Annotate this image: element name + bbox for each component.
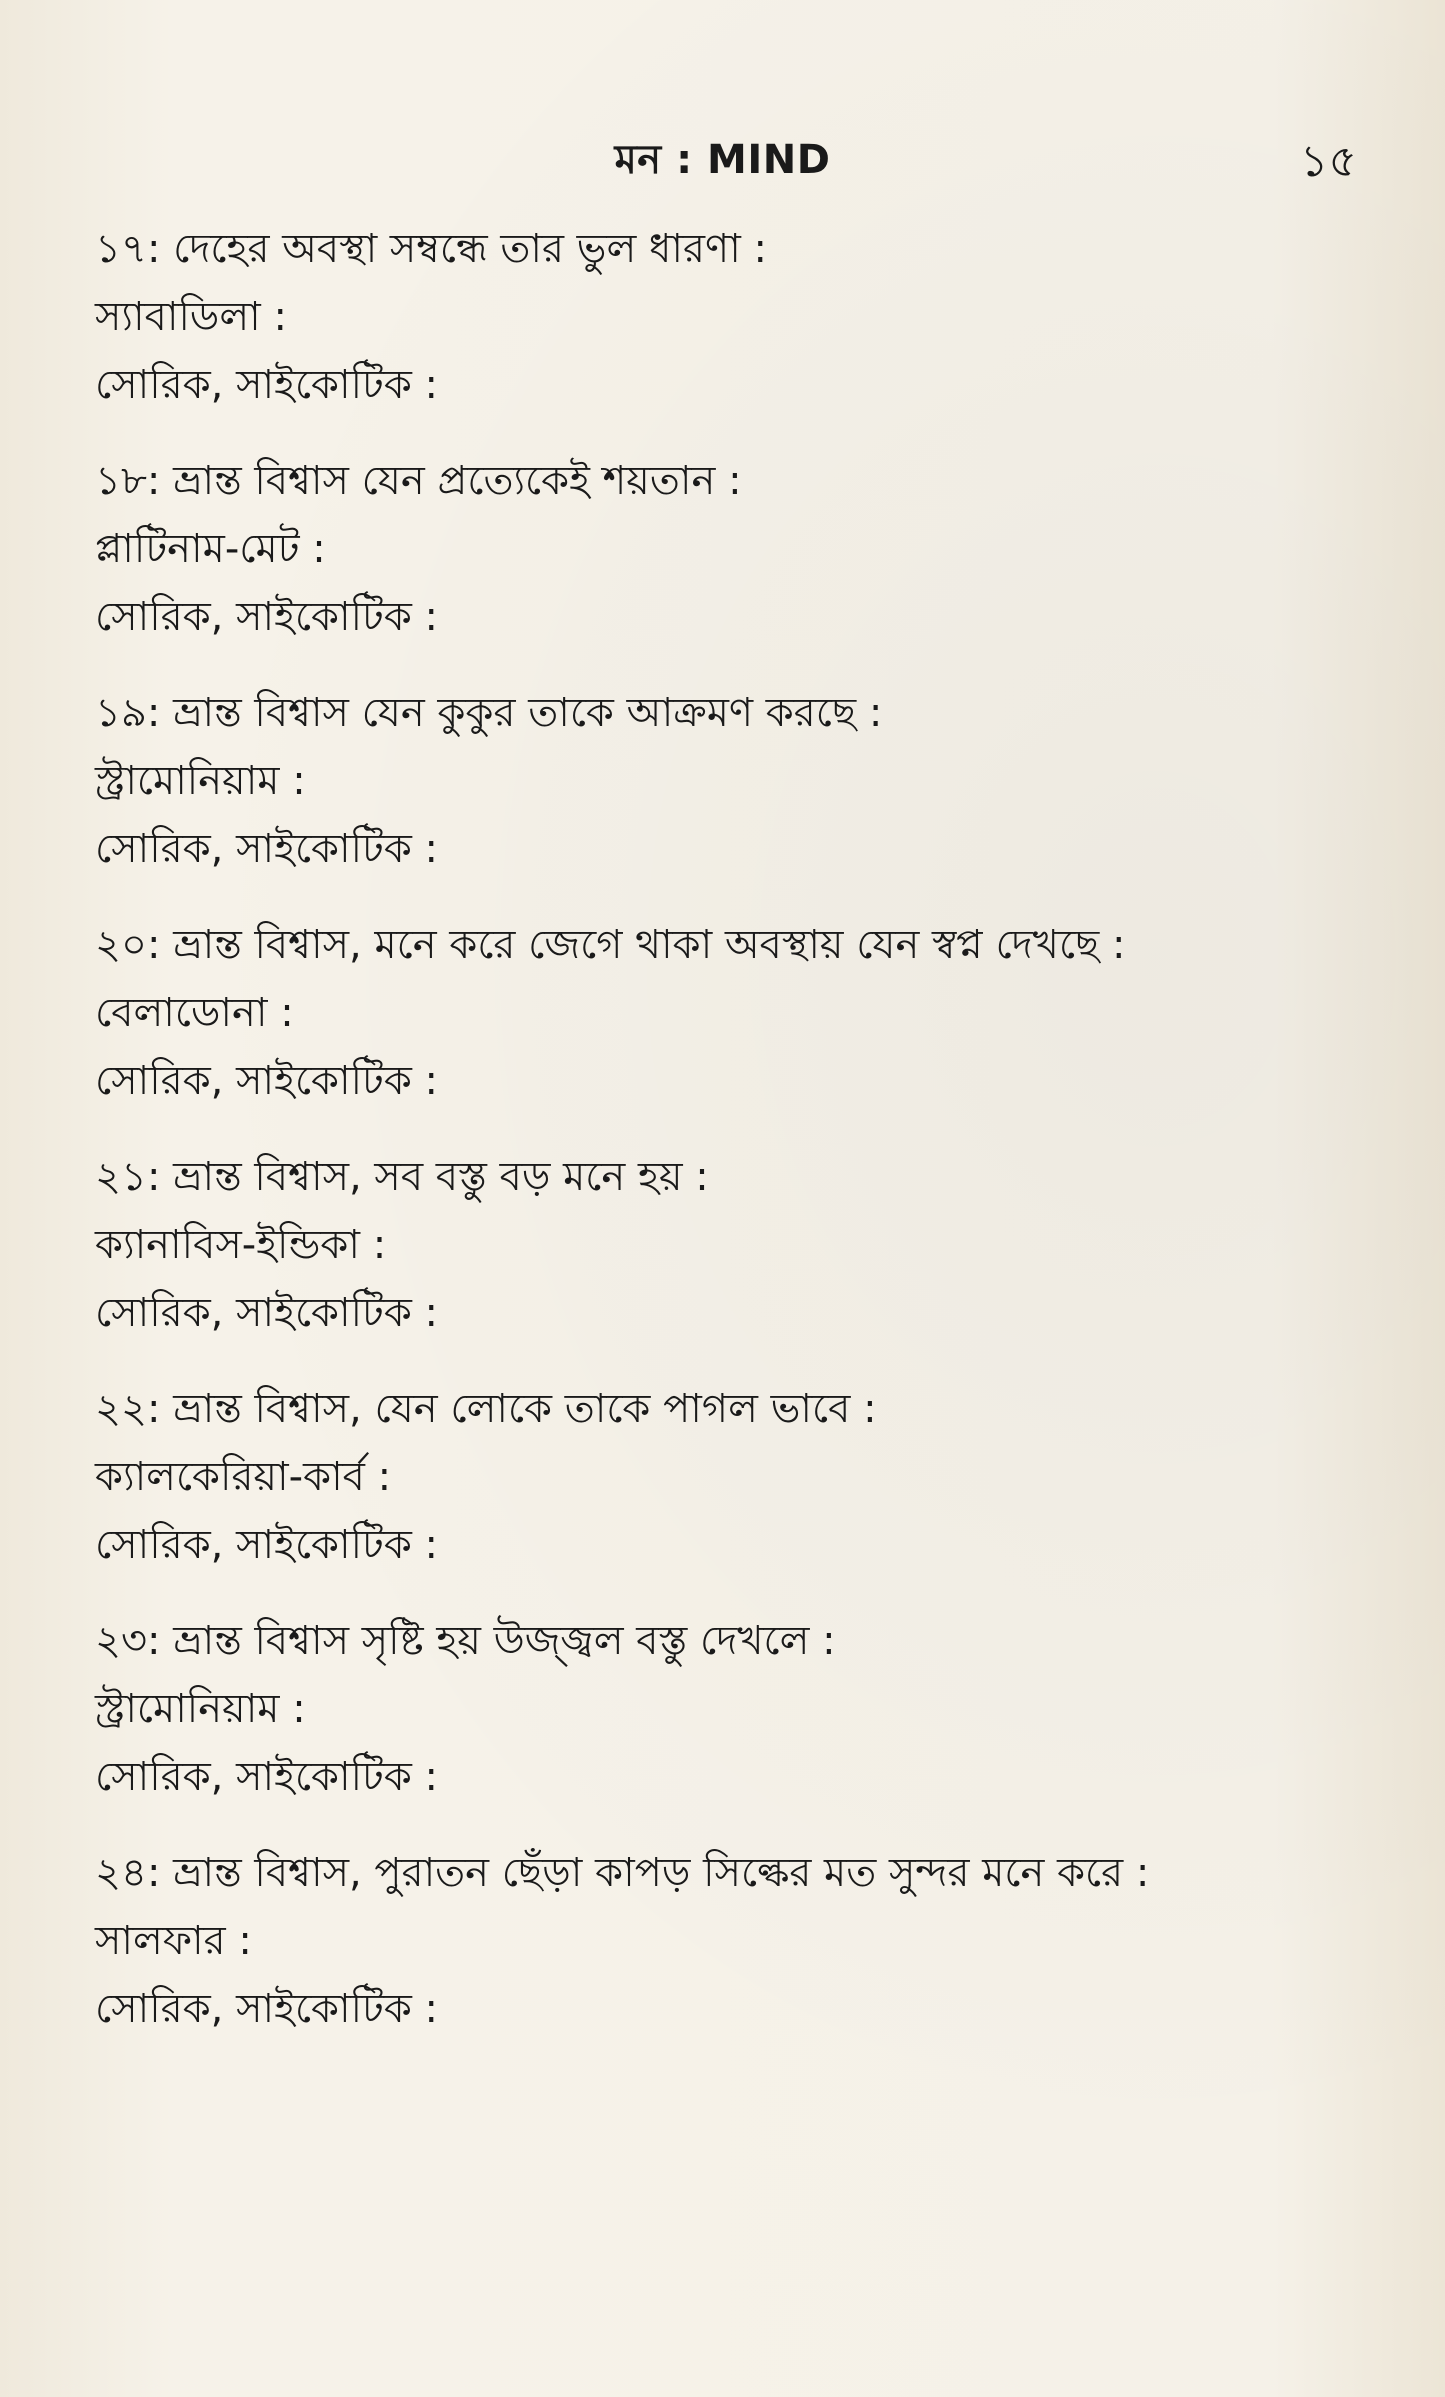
entry [95, 447, 1365, 651]
miasm-type: সোরিক, সাইকোটিক : [95, 1290, 439, 1336]
miasm-type: সোরিক, সাইকোটিক : [95, 826, 439, 872]
entry-heading: ১৭: দেহের অবস্থা সম্বন্ধে তার ভুল ধারণা : [95, 226, 768, 272]
remedy-name: ক্যানাবিস-ইন্ডিকা : [95, 1222, 387, 1268]
remedy-name: সালফার : [95, 1918, 252, 1964]
entry [95, 911, 1365, 1115]
entry-heading: ২১: ভ্রান্ত বিশ্বাস, সব বস্তু বড় মনে হয় : [95, 1154, 709, 1200]
page-header [0, 128, 1445, 188]
running-title: মন : MIND [614, 137, 831, 183]
entry [95, 1375, 1365, 1579]
remedy-name: বেলাডোনা : [95, 990, 294, 1036]
miasm-type: সোরিক, সাইকোটিক : [95, 1058, 439, 1104]
entry [95, 1839, 1365, 2043]
remedy-name: স্ট্রামোনিয়াম : [95, 1686, 306, 1732]
entry-heading: ২২: ভ্রান্ত বিশ্বাস, যেন লোকে তাকে পাগল ভাবে : [95, 1386, 877, 1432]
miasm-type: সোরিক, সাইকোটিক : [95, 1522, 439, 1568]
entry [95, 1607, 1365, 1811]
entry-heading: ১৮: ভ্রান্ত বিশ্বাস যেন প্রত্যেকেই শয়তান : [95, 458, 742, 504]
entry [95, 1143, 1365, 1347]
remedy-name: স্ট্রামোনিয়াম : [95, 758, 306, 804]
remedy-name: ক্যালকেরিয়া-কার্ব : [95, 1454, 392, 1500]
entry-heading: ২৩: ভ্রান্ত বিশ্বাস সৃষ্টি হয় উজ্জ্বল বস্তু দেখলে : [95, 1618, 836, 1664]
remedy-name: স্যাবাডিলা : [95, 294, 287, 340]
miasm-type: সোরিক, সাইকোটিক : [95, 1754, 439, 1800]
entry [95, 679, 1365, 883]
entry [95, 215, 1365, 419]
miasm-type: সোরিক, সাইকোটিক : [95, 1986, 439, 2032]
entries-list [95, 215, 1365, 2071]
entry-heading: ২০: ভ্রান্ত বিশ্বাস, মনে করে জেগে থাকা অবস্থায় যেন স্বপ্ন দেখছে : [95, 922, 1126, 968]
miasm-type: সোরিক, সাইকোটিক : [95, 362, 439, 408]
remedy-name: প্লাটিনাম-মেট : [95, 526, 326, 572]
entry-heading: ১৯: ভ্রান্ত বিশ্বাস যেন কুকুর তাকে আক্রমণ করছে : [95, 690, 883, 736]
page-number: ১৫ [1299, 136, 1357, 187]
miasm-type: সোরিক, সাইকোটিক : [95, 594, 439, 640]
entry-heading: ২৪: ভ্রান্ত বিশ্বাস, পুরাতন ছেঁড়া কাপড় সিল্কের মত সুন্দর মনে করে : [95, 1850, 1150, 1896]
